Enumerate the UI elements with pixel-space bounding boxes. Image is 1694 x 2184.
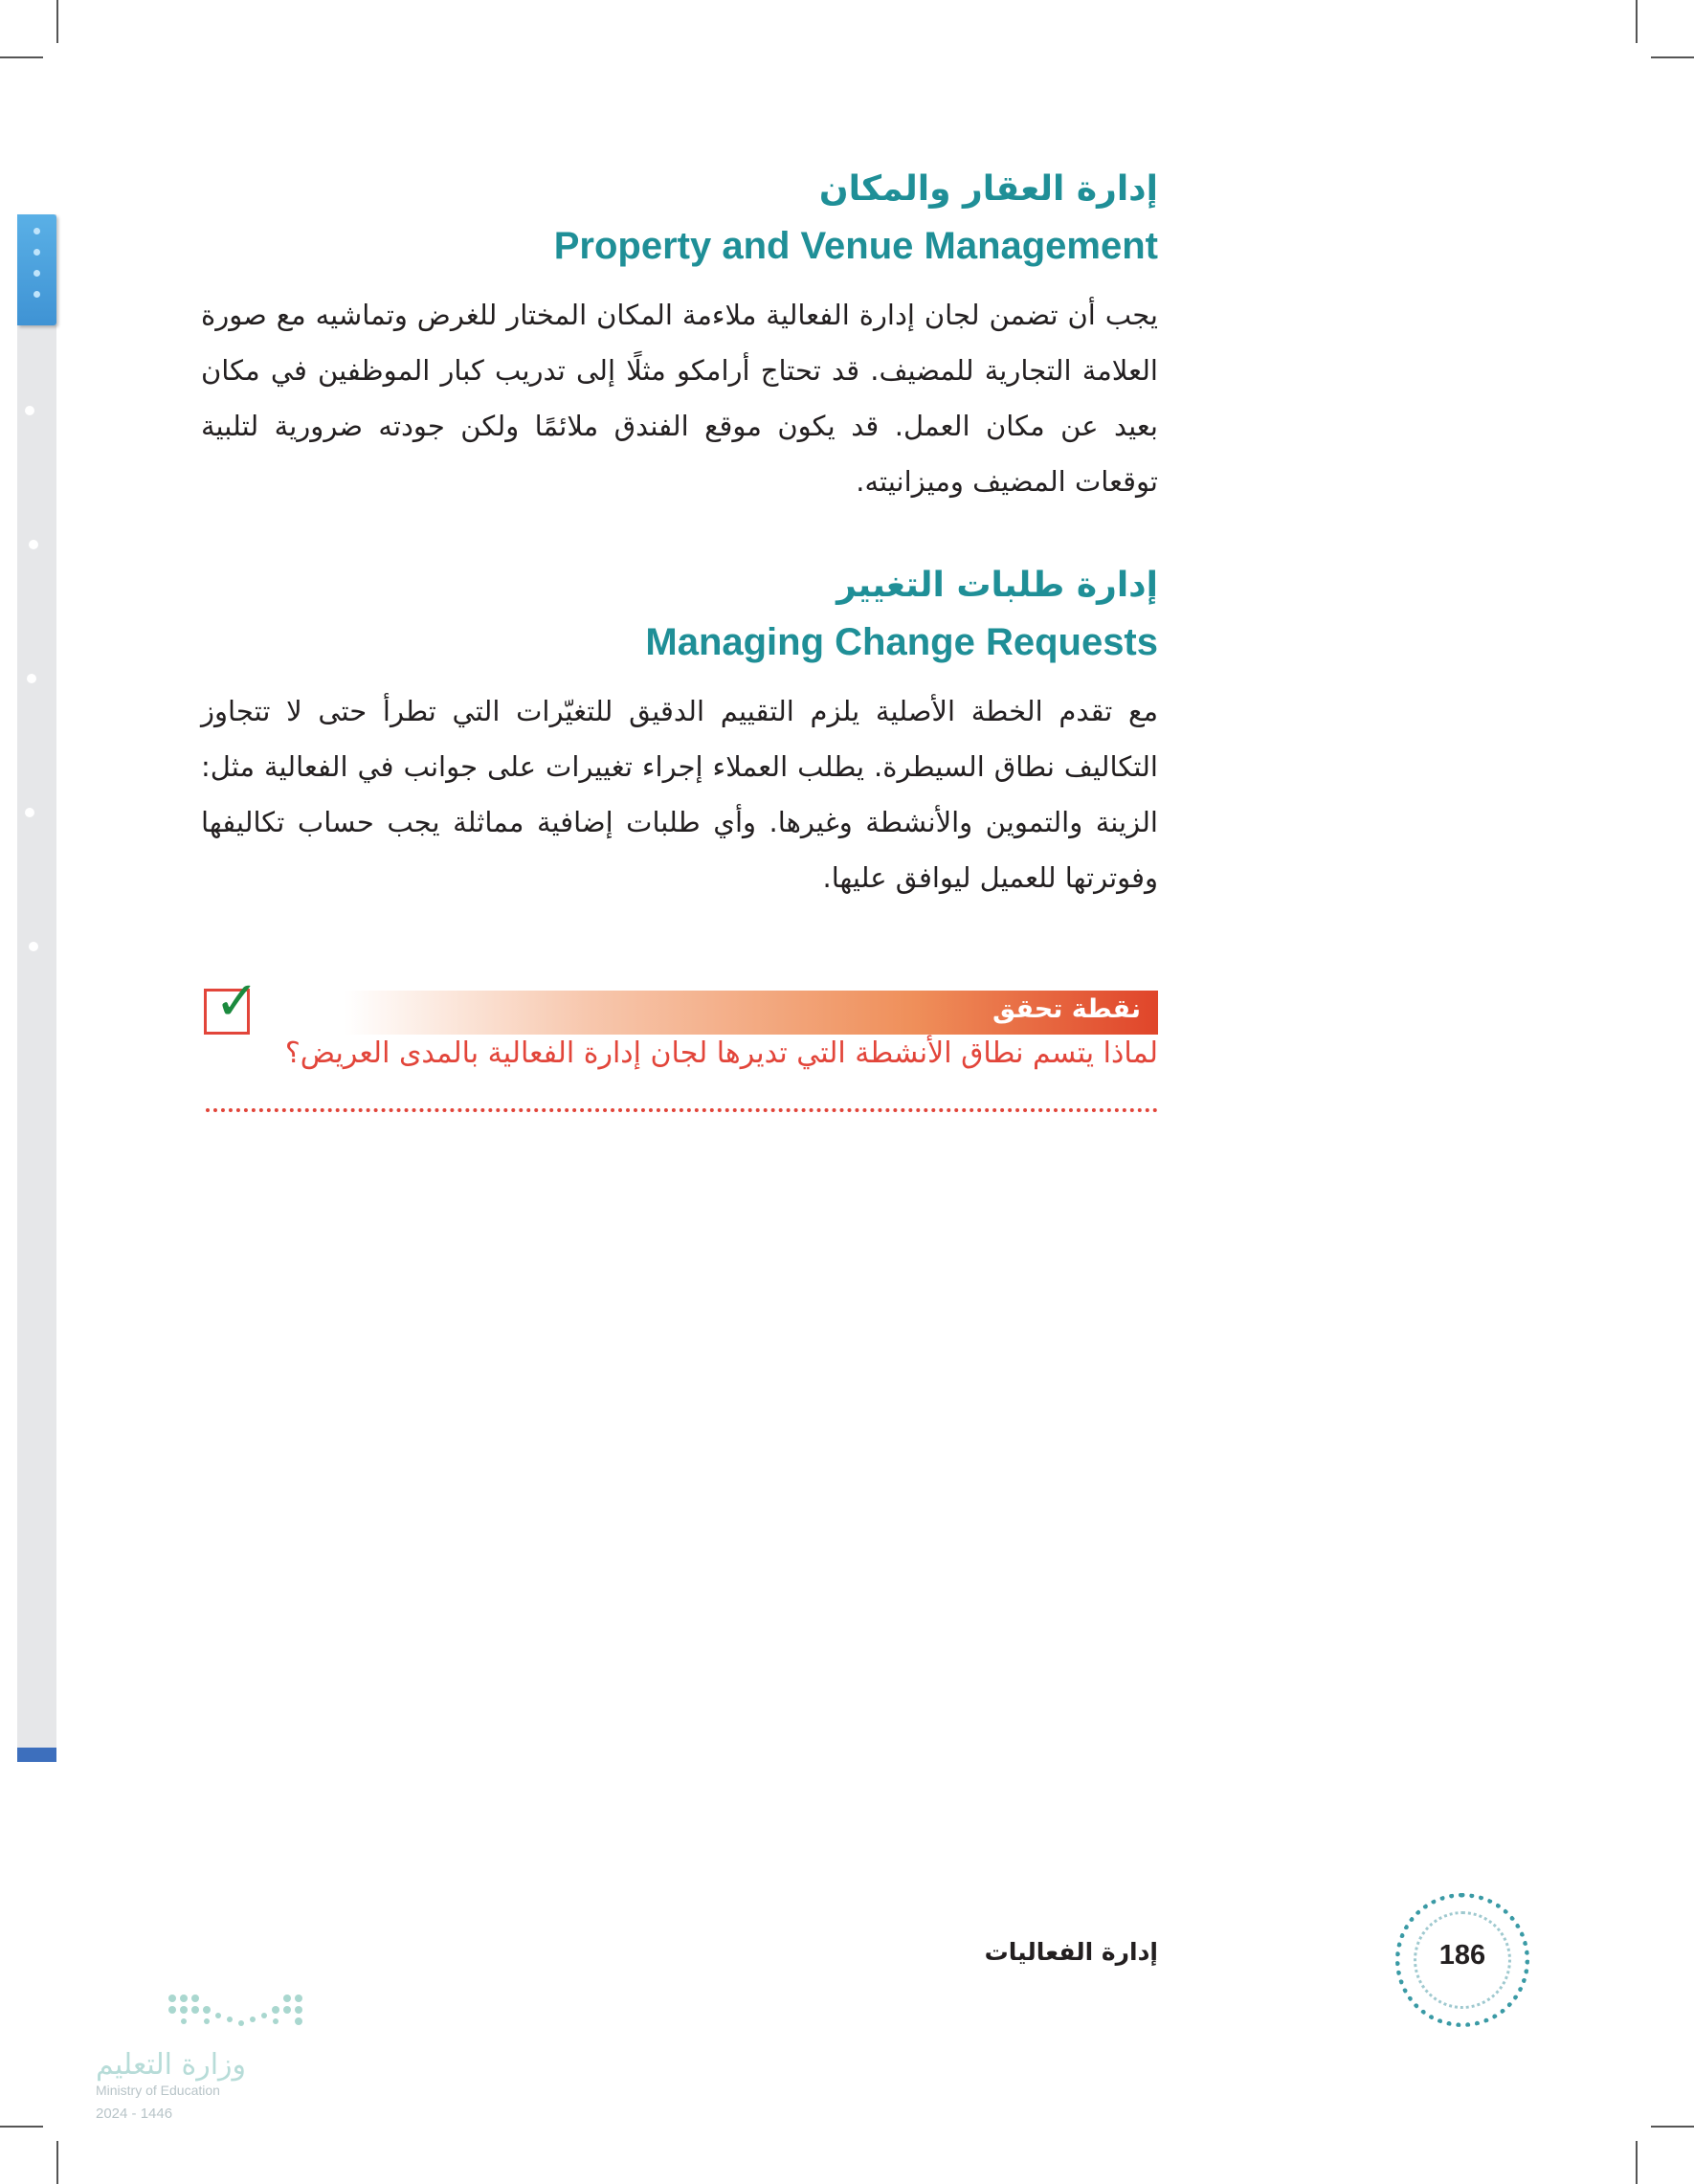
crop-mark [1636,2141,1638,2184]
section-paragraph: مع تقدم الخطة الأصلية يلزم التقييم الدقيق للتغيّرات التي تطرأ حتى لا تتجاوز التكاليف نطاق السيطرة. يطلب العملاء إجراء تغييرات على جوانب في الفعالية مثل: الزينة والتموين والأنشطة وغيرها. وأي طلبات إضافية مماثلة يجب حساب تكاليفها وفوترتها للعميل ليوافق عليها. [201,695,1158,894]
checkpoint-label: نقطة تحقق [992,994,1141,1024]
crop-mark [56,2141,58,2184]
dotted-divider [206,1108,1158,1112]
section-paragraph: يجب أن تضمن لجان إدارة الفعالية ملاءمة المكان المختار للغرض وتماشيه مع صورة العلامة التجارية للمضيف. قد تحتاج أرامكو مثلًا إلى تدريب كبار الموظفين في مكان بعيد عن مكان العمل. قد يكون موقع الفندق ملائمًا ولكن جودته ضرورية لتلبية توقعات المضيف وميزانيته. [201,299,1158,498]
checkpoint-banner [345,991,1158,1035]
side-dot [29,540,38,549]
ministry-name-ar: وزارة التعليم [96,2048,247,2082]
side-dot [29,942,38,951]
page-number-badge [1395,1893,1529,2027]
checkpoint-question: لماذا يتسم نطاق الأنشطة التي تديرها لجان إدارة الفعالية بالمدى العريض؟ [284,1036,1158,1070]
page-number: 186 [1438,1940,1486,1971]
crop-mark [56,0,58,43]
side-dot [27,674,36,683]
side-tab-bottom [17,1748,56,1762]
checkmark-icon: ✓ [214,970,259,1033]
side-dot [25,808,34,817]
ministry-name-en: Ministry of Education [96,2083,220,2098]
section-title-en: Property and Venue Management [553,225,1158,267]
crop-mark [0,2126,43,2128]
side-strip [17,214,56,1761]
checkpoint-box [204,970,259,1035]
crop-mark [1636,0,1638,43]
crop-mark [1651,2126,1694,2128]
section-change-requests [201,559,1158,905]
ministry-year: 2024 - 1446 [96,2106,173,2122]
side-tab-top [17,214,56,325]
crop-mark [1651,56,1694,58]
book-title: إدارة الفعاليات [984,1938,1158,1966]
crop-mark [0,56,43,58]
ministry-logo-dots [163,1989,316,2042]
section-title-ar: إدارة طلبات التغيير [836,566,1158,605]
side-dot [25,406,34,415]
section-property [201,163,1158,509]
section-title-en: Managing Change Requests [645,621,1158,663]
section-title-ar: إدارة العقار والمكان [818,169,1158,209]
